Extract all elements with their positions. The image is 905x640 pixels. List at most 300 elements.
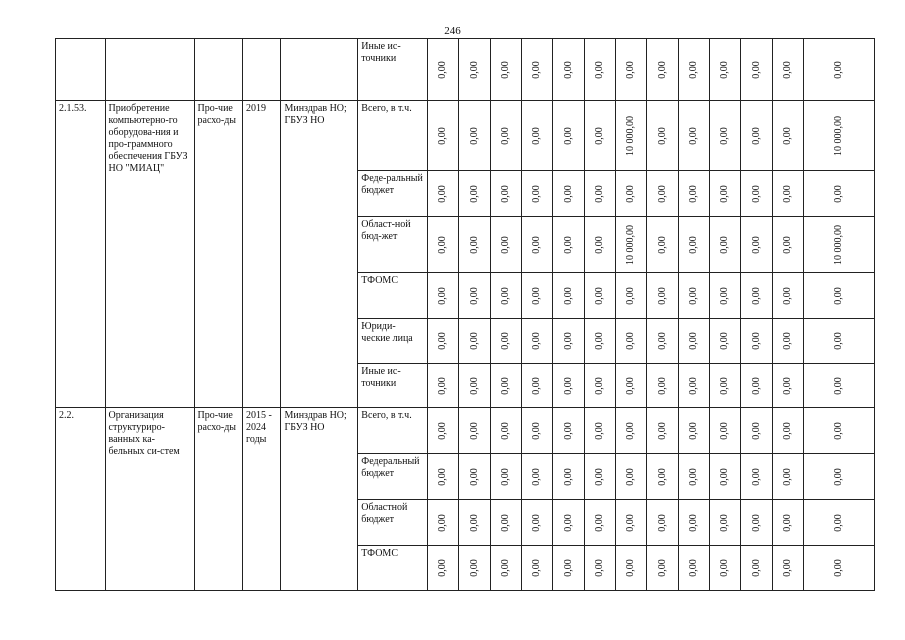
value-cell	[647, 319, 678, 364]
value-cell	[616, 171, 647, 217]
value-cell	[522, 319, 553, 364]
source-cell: Федеральный бюджет	[358, 454, 428, 500]
item-executor: Минздрав НО; ГБУЗ НО	[281, 101, 358, 408]
value-text: 0,00	[625, 421, 637, 440]
value-text: 0,00	[499, 559, 511, 577]
value-text: 0,00	[833, 467, 845, 486]
value-cell	[804, 408, 875, 454]
value-cell	[647, 171, 678, 217]
value-text: 0,00	[625, 286, 637, 305]
value-text: 0,00	[625, 184, 637, 203]
value-cell	[804, 101, 875, 171]
value-text: 0,00	[531, 376, 543, 395]
value-text: 0,00	[593, 376, 605, 395]
value-cell	[741, 39, 772, 101]
value-text: 0,00	[833, 184, 845, 203]
value-text: 0,00	[625, 376, 637, 395]
value-cell	[772, 546, 803, 591]
value-text: 0,00	[437, 513, 449, 532]
value-text: 0,00	[531, 467, 543, 486]
value-cell	[772, 408, 803, 454]
page-number: 246	[444, 25, 461, 37]
value-cell	[584, 101, 615, 171]
value-text: 0,00	[562, 376, 574, 395]
value-cell	[459, 364, 490, 408]
value-text: 0,00	[499, 60, 511, 79]
value-text: 0,00	[719, 421, 731, 440]
value-cell	[428, 217, 459, 273]
table-row	[56, 39, 875, 101]
value-cell	[616, 408, 647, 454]
value-text: 0,00	[593, 467, 605, 486]
value-cell	[522, 273, 553, 319]
value-text: 0,00	[782, 467, 793, 486]
value-text: 0,00	[750, 513, 762, 532]
value-text: 0,00	[687, 421, 699, 440]
value-cell	[553, 39, 584, 101]
value-text: 0,00	[833, 376, 845, 395]
value-text: 0,00	[468, 235, 480, 254]
value-text: 0,00	[531, 286, 543, 305]
value-text: 0,00	[782, 376, 793, 395]
value-text: 0,00	[687, 60, 699, 79]
value-text: 0,00	[499, 376, 511, 395]
value-text: 0,00	[782, 60, 793, 79]
value-cell	[710, 273, 741, 319]
source-cell: Област-ной бюд-жет	[358, 217, 428, 273]
value-cell	[710, 454, 741, 500]
value-text: 0,00	[562, 60, 574, 79]
value-cell	[741, 101, 772, 171]
value-cell	[522, 408, 553, 454]
value-text: 0,00	[625, 467, 637, 486]
value-text: 0,00	[499, 126, 511, 145]
value-cell	[553, 500, 584, 546]
value-text: 0,00	[499, 332, 511, 350]
value-cell	[710, 546, 741, 591]
value-text: 0,00	[593, 513, 605, 532]
value-cell	[616, 39, 647, 101]
value-text: 0,00	[687, 184, 699, 203]
source-cell: Феде-ральный бюджет	[358, 171, 428, 217]
value-text: 0,00	[562, 286, 574, 305]
value-text: 0,00	[782, 332, 793, 350]
value-cell	[459, 454, 490, 500]
value-cell	[428, 546, 459, 591]
value-cell	[553, 171, 584, 217]
value-cell	[616, 500, 647, 546]
value-text: 0,00	[719, 332, 731, 350]
value-text: 0,00	[562, 559, 574, 577]
value-text: 0,00	[437, 60, 449, 79]
value-text: 0,00	[656, 559, 668, 577]
years-cell	[243, 39, 281, 101]
value-text: 0,00	[656, 126, 668, 145]
value-cell	[678, 408, 709, 454]
value-text: 0,00	[593, 184, 605, 203]
value-cell	[804, 319, 875, 364]
value-text: 0,00	[687, 332, 699, 350]
value-text: 0,00	[750, 467, 762, 486]
value-text: 0,00	[719, 376, 731, 395]
value-text: 0,00	[687, 286, 699, 305]
value-text: 0,00	[656, 513, 668, 532]
value-text: 0,00	[593, 286, 605, 305]
source-cell: Юриди-ческие лица	[358, 319, 428, 364]
value-cell	[522, 217, 553, 273]
value-cell	[522, 364, 553, 408]
value-cell	[647, 217, 678, 273]
value-cell	[647, 101, 678, 171]
value-cell	[772, 454, 803, 500]
value-cell	[490, 217, 521, 273]
value-cell	[490, 101, 521, 171]
value-cell	[678, 546, 709, 591]
value-cell	[616, 101, 647, 171]
value-text: 0,00	[437, 376, 449, 395]
value-cell	[616, 319, 647, 364]
value-cell	[616, 364, 647, 408]
value-text: 0,00	[593, 332, 605, 350]
value-text: 10 000,00	[833, 224, 845, 265]
value-cell	[584, 217, 615, 273]
value-text: 0,00	[468, 332, 480, 350]
value-cell	[459, 39, 490, 101]
value-text: 0,00	[562, 513, 574, 532]
value-cell	[459, 319, 490, 364]
value-cell	[710, 217, 741, 273]
value-cell	[647, 546, 678, 591]
value-text: 0,00	[782, 126, 793, 145]
value-cell	[428, 171, 459, 217]
value-cell	[804, 454, 875, 500]
value-text: 0,00	[625, 559, 637, 577]
value-cell	[772, 500, 803, 546]
value-cell	[553, 408, 584, 454]
value-cell	[490, 500, 521, 546]
value-cell	[741, 500, 772, 546]
value-text: 0,00	[687, 467, 699, 486]
source-cell: Иные ис-точники	[358, 364, 428, 408]
value-cell	[522, 546, 553, 591]
value-text: 0,00	[782, 235, 793, 254]
value-text: 0,00	[656, 332, 668, 350]
value-text: 0,00	[782, 559, 793, 577]
value-text: 0,00	[531, 184, 543, 203]
source-cell: Всего, в т.ч.	[358, 101, 428, 171]
value-text: 0,00	[531, 421, 543, 440]
value-cell	[741, 546, 772, 591]
budget-table	[55, 38, 875, 591]
value-text: 0,00	[656, 235, 668, 254]
value-cell	[741, 408, 772, 454]
value-text: 0,00	[625, 513, 637, 532]
value-text: 0,00	[656, 286, 668, 305]
value-text: 0,00	[499, 467, 511, 486]
value-text: 0,00	[782, 184, 793, 203]
value-text: 0,00	[656, 467, 668, 486]
source-cell: Иные ис-точники	[358, 39, 428, 101]
value-cell	[584, 546, 615, 591]
value-text: 0,00	[782, 513, 793, 532]
value-cell	[647, 39, 678, 101]
value-cell	[584, 408, 615, 454]
value-cell	[678, 273, 709, 319]
value-cell	[772, 171, 803, 217]
value-text: 0,00	[593, 235, 605, 254]
source-cell: Всего, в т.ч.	[358, 408, 428, 454]
value-cell	[522, 39, 553, 101]
value-text: 0,00	[437, 184, 449, 203]
value-cell	[772, 273, 803, 319]
value-text: 0,00	[593, 60, 605, 79]
value-cell	[490, 39, 521, 101]
value-text: 0,00	[562, 235, 574, 254]
value-text: 0,00	[499, 184, 511, 203]
item-type: Про-чие расхо-ды	[194, 408, 243, 591]
table-row	[56, 408, 875, 454]
value-text: 0,00	[833, 332, 845, 350]
value-text: 0,00	[656, 184, 668, 203]
value-text: 0,00	[833, 286, 845, 305]
value-cell	[710, 101, 741, 171]
value-cell	[428, 500, 459, 546]
value-text: 0,00	[687, 376, 699, 395]
name-cell	[105, 39, 194, 101]
value-text: 0,00	[562, 126, 574, 145]
value-cell	[522, 171, 553, 217]
value-cell	[741, 273, 772, 319]
item-code: 2.1.53.	[56, 101, 106, 408]
value-cell	[553, 217, 584, 273]
value-cell	[490, 364, 521, 408]
value-text: 0,00	[531, 332, 543, 350]
value-cell	[459, 101, 490, 171]
value-text: 0,00	[468, 126, 480, 145]
value-cell	[741, 364, 772, 408]
value-cell	[616, 546, 647, 591]
source-cell: ТФОМС	[358, 546, 428, 591]
value-text: 0,00	[833, 559, 845, 577]
value-cell	[804, 217, 875, 273]
item-code: 2.2.	[56, 408, 106, 591]
value-cell	[647, 408, 678, 454]
value-cell	[616, 273, 647, 319]
executor-cell	[281, 39, 358, 101]
value-cell	[459, 408, 490, 454]
value-text: 10 000,00	[625, 224, 637, 265]
value-cell	[428, 39, 459, 101]
value-cell	[490, 546, 521, 591]
value-cell	[428, 273, 459, 319]
value-cell	[741, 454, 772, 500]
value-text: 0,00	[437, 467, 449, 486]
value-text: 0,00	[750, 184, 762, 203]
value-text: 0,00	[750, 376, 762, 395]
value-cell	[804, 171, 875, 217]
value-text: 0,00	[656, 421, 668, 440]
value-text: 0,00	[562, 421, 574, 440]
value-cell	[772, 319, 803, 364]
code-cell	[56, 39, 106, 101]
value-text: 0,00	[499, 235, 511, 254]
value-cell	[647, 364, 678, 408]
value-text: 0,00	[833, 513, 845, 532]
value-text: 0,00	[719, 126, 731, 145]
value-cell	[459, 171, 490, 217]
value-cell	[428, 454, 459, 500]
value-cell	[584, 273, 615, 319]
item-type: Про-чие расхо-ды	[194, 101, 243, 408]
value-cell	[553, 319, 584, 364]
value-cell	[804, 273, 875, 319]
value-text: 0,00	[468, 467, 480, 486]
value-cell	[616, 454, 647, 500]
value-text: 0,00	[562, 467, 574, 486]
value-cell	[522, 454, 553, 500]
value-cell	[772, 364, 803, 408]
value-cell	[490, 408, 521, 454]
value-text: 0,00	[782, 286, 793, 305]
value-text: 0,00	[833, 60, 845, 79]
value-cell	[772, 217, 803, 273]
value-cell	[678, 217, 709, 273]
value-text: 0,00	[719, 513, 731, 532]
value-cell	[616, 217, 647, 273]
value-cell	[584, 319, 615, 364]
value-text: 0,00	[625, 332, 637, 350]
value-cell	[678, 171, 709, 217]
value-cell	[678, 319, 709, 364]
value-cell	[678, 101, 709, 171]
value-text: 0,00	[499, 286, 511, 305]
item-name: Приобретение компьютерно-го оборудова-ния и про-граммного обеспечения ГБУЗ НО "МИАЦ"	[105, 101, 194, 408]
type-cell	[194, 39, 243, 101]
value-text: 0,00	[719, 559, 731, 577]
value-text: 0,00	[750, 60, 762, 79]
value-cell	[428, 101, 459, 171]
value-cell	[490, 454, 521, 500]
value-text: 0,00	[750, 126, 762, 145]
value-cell	[804, 39, 875, 101]
value-cell	[804, 546, 875, 591]
item-name: Организация структуриро-ванных ка-бельных си-стем	[105, 408, 194, 591]
source-cell: Областной бюджет	[358, 500, 428, 546]
value-text: 0,00	[833, 421, 845, 440]
value-cell	[741, 217, 772, 273]
value-text: 0,00	[750, 235, 762, 254]
value-text: 0,00	[531, 60, 543, 79]
value-cell	[584, 500, 615, 546]
value-cell	[522, 101, 553, 171]
value-text: 0,00	[625, 60, 637, 79]
value-text: 0,00	[593, 559, 605, 577]
value-text: 0,00	[499, 513, 511, 532]
value-cell	[678, 364, 709, 408]
value-cell	[647, 500, 678, 546]
value-cell	[553, 454, 584, 500]
value-cell	[553, 101, 584, 171]
value-text: 0,00	[656, 376, 668, 395]
value-cell	[741, 319, 772, 364]
value-cell	[522, 500, 553, 546]
value-text: 10 000,00	[833, 115, 845, 156]
item-executor: Минздрав НО; ГБУЗ НО	[281, 408, 358, 591]
value-cell	[428, 319, 459, 364]
value-text: 0,00	[562, 184, 574, 203]
value-text: 0,00	[750, 286, 762, 305]
value-text: 0,00	[437, 559, 449, 577]
value-text: 0,00	[687, 559, 699, 577]
value-cell	[647, 273, 678, 319]
value-text: 0,00	[656, 60, 668, 79]
value-cell	[710, 171, 741, 217]
value-cell	[428, 364, 459, 408]
value-cell	[710, 319, 741, 364]
value-cell	[678, 500, 709, 546]
value-cell	[804, 364, 875, 408]
value-cell	[459, 273, 490, 319]
value-text: 0,00	[593, 126, 605, 145]
value-cell	[804, 500, 875, 546]
value-cell	[647, 454, 678, 500]
value-cell	[490, 273, 521, 319]
value-cell	[553, 273, 584, 319]
value-text: 0,00	[531, 513, 543, 532]
value-cell	[678, 454, 709, 500]
value-cell	[459, 500, 490, 546]
value-cell	[710, 408, 741, 454]
value-cell	[584, 171, 615, 217]
value-text: 0,00	[719, 235, 731, 254]
value-cell	[710, 39, 741, 101]
value-cell	[584, 39, 615, 101]
value-cell	[710, 364, 741, 408]
value-text: 0,00	[719, 467, 731, 486]
value-text: 0,00	[687, 126, 699, 145]
value-text: 0,00	[437, 421, 449, 440]
value-text: 0,00	[437, 286, 449, 305]
value-cell	[710, 500, 741, 546]
value-text: 0,00	[782, 421, 793, 440]
source-cell: ТФОМС	[358, 273, 428, 319]
value-cell	[772, 101, 803, 171]
item-years: 2015 - 2024 годы	[243, 408, 281, 591]
value-text: 0,00	[468, 376, 480, 395]
value-text: 0,00	[750, 559, 762, 577]
value-text: 0,00	[437, 332, 449, 350]
value-text: 0,00	[562, 332, 574, 350]
value-text: 0,00	[750, 421, 762, 440]
value-text: 0,00	[499, 421, 511, 440]
value-cell	[553, 364, 584, 408]
value-text: 0,00	[719, 286, 731, 305]
value-text: 10 000,00	[625, 115, 637, 156]
value-cell	[459, 217, 490, 273]
value-text: 0,00	[531, 126, 543, 145]
value-text: 0,00	[750, 332, 762, 350]
value-cell	[428, 408, 459, 454]
value-text: 0,00	[468, 559, 480, 577]
value-text: 0,00	[437, 126, 449, 145]
value-text: 0,00	[468, 286, 480, 305]
value-cell	[490, 319, 521, 364]
value-cell	[584, 454, 615, 500]
value-text: 0,00	[719, 60, 731, 79]
table-row	[56, 101, 875, 171]
value-text: 0,00	[468, 60, 480, 79]
value-cell	[553, 546, 584, 591]
